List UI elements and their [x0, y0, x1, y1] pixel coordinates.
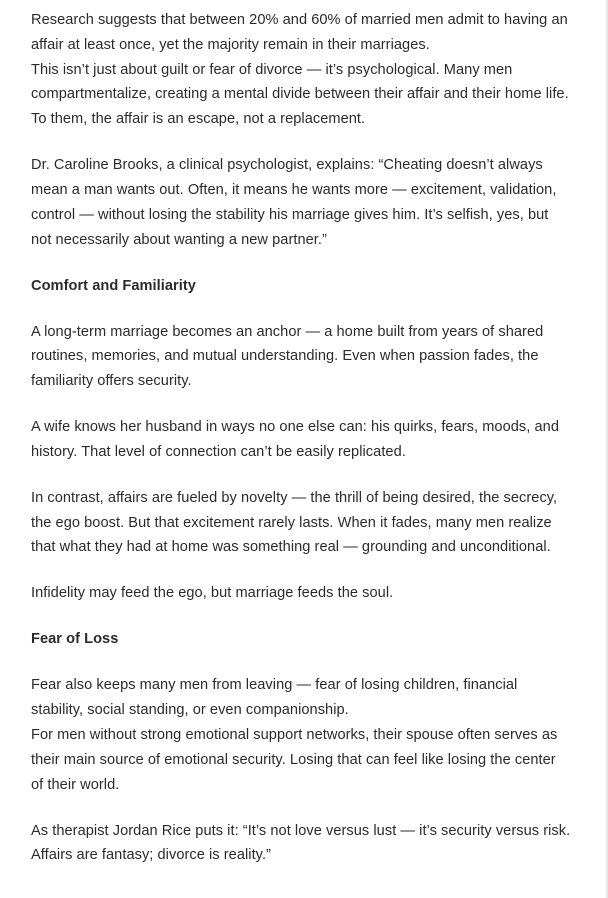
article-body: [31, 8, 571, 889]
paragraph-fear-of-loss: [31, 673, 571, 797]
paragraph-novelty: In contrast, affairs are fueled by novelty — the thrill of being desired, the secrecy, the ego boost. But that excitement rarely lasts. When it fades, many men realize that what they had at home was something real — grounding and unconditional.: [31, 489, 558, 556]
paragraph-wife-knows: A wife knows her husband in ways no one else can: his quirks, fears, moods, and history. That level of connection can’t be easily replicated.: [31, 419, 559, 460]
paragraph-statistics: [31, 8, 571, 132]
paragraph-compartmentalize: This isn’t just about guilt or fear of divorce — it’s psychological. Many men compartmentalize, creating a mental divide between their affair and their home life. To them, the affair is an escape, not a replacement.: [31, 61, 569, 128]
paragraph-fear-sentence: Fear also keeps many men from leaving — fear of losing children, financial stability, social standing, or even companionship.: [31, 677, 518, 719]
section-heading-comfort: Comfort and Familiarity: [31, 277, 196, 294]
paragraph-statistics-sentence: Research suggests that between 20% and 60% of married men admit to having an affair at least once, yet the majority remain in their marriages.: [31, 12, 568, 53]
paragraph-therapist-quote: As therapist Jordan Rice puts it: “It’s not love versus lust — it’s security versus risk. Affairs are fantasy; divorce is reality.”: [31, 822, 571, 864]
paragraph-psychologist-quote: Dr. Caroline Brooks, a clinical psychologist, explains: “Cheating doesn’t always mean a man wants out. Often, it means he wants more — excitement, validation, control — without losing the stability his marriage gives him. It’s selfish, yes, but not necessarily about wanting a new partner.”: [31, 157, 557, 248]
paragraph-anchor: A long-term marriage becomes an anchor — a home built from years of shared routines, memories, and mutual understanding. Even when passion fades, the familiarity offers security.: [31, 323, 544, 390]
section-heading-fear: Fear of Loss: [31, 631, 119, 648]
paragraph-ego-soul: Infidelity may feed the ego, but marriage feeds the soul.: [31, 585, 394, 602]
paragraph-support-networks: For men without strong emotional support networks, their spouse often serves as their main source of emotional security. Losing that can feel like losing the center of their world.: [31, 727, 558, 793]
